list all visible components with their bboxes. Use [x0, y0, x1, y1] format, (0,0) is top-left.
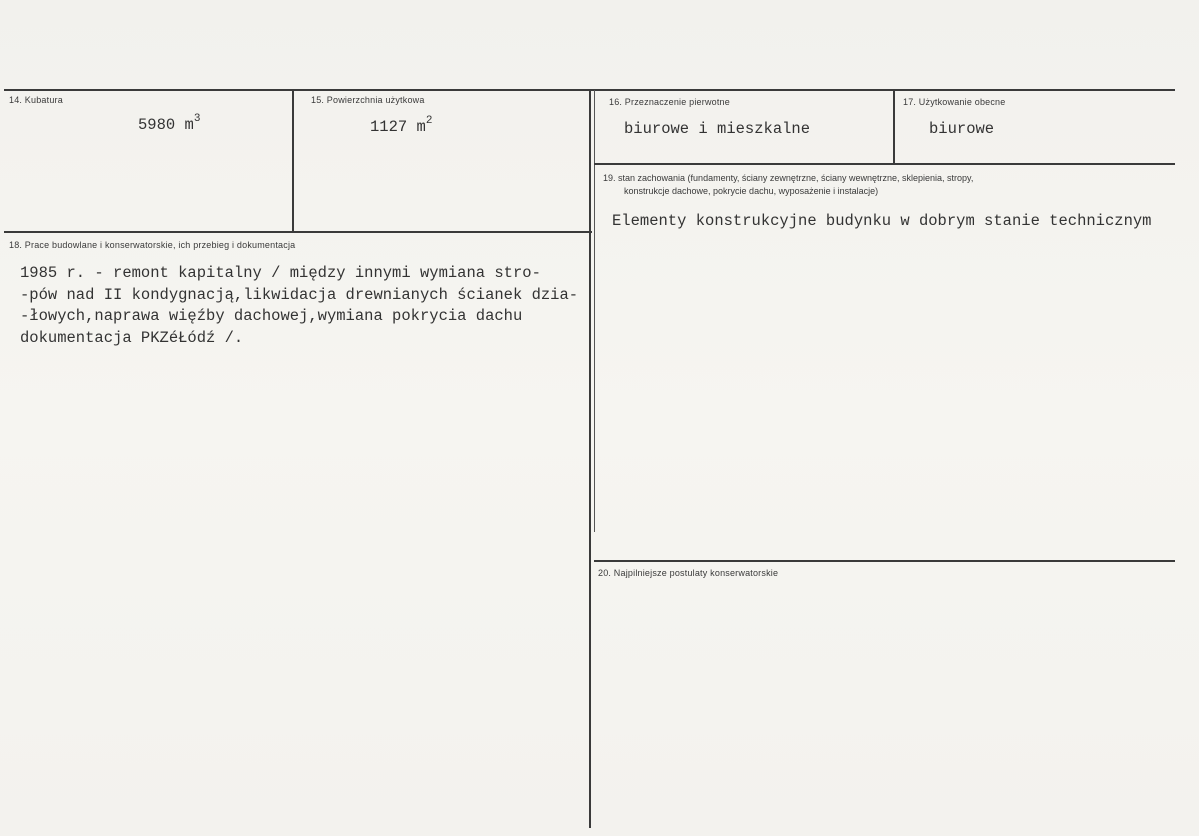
prace-line: -łowych,naprawa więźby dachowej,wymiana pokrycia dachu — [20, 307, 523, 325]
prace-line: 1985 r. - remont kapitalny / między innymi wymiana stro- — [20, 264, 541, 282]
przeznaczenie-value: biurowe i mieszkalne — [624, 120, 811, 138]
stan-label-line: konstrukcje dachowe, pokrycie dachu, wyposażenie i instalacje) — [624, 186, 879, 196]
divider-16-17 — [893, 90, 895, 164]
uzytkowanie-value: biurowe — [929, 120, 995, 138]
rule-above-20 — [594, 560, 1175, 562]
rule-under-16-17 — [594, 163, 1175, 165]
stan-value-wrap — [612, 212, 1199, 230]
postulaty-label: 20. Najpilniejsze postulaty konserwatorskie — [598, 568, 779, 578]
stan-label — [603, 172, 973, 198]
prace-label: 18. Prace budowlane i konserwatorskie, ich przebieg i dokumentacja — [9, 240, 296, 250]
stan-label-line: 19. stan zachowania (fundamenty, ściany zewnętrzne, ściany wewnętrzne, sklepienia, stropy, — [603, 173, 974, 183]
left-divider-16 — [594, 90, 595, 532]
uzytkowanie-label: 17. Użytkowanie obecne — [903, 97, 1006, 107]
kubatura-label: 14. Kubatura — [9, 95, 63, 105]
kubatura-value: 5980 $m^3$ — [138, 113, 201, 134]
stan-value: Elementy konstrukcyjne budynku w dobrym stanie technicznym — [612, 212, 1152, 230]
divider-14-15 — [292, 90, 294, 232]
prace-value — [20, 263, 578, 349]
przeznaczenie-label: 16. Przeznaczenie pierwotne — [609, 97, 730, 107]
powierzchnia-value: 1127 $m^2$ — [370, 115, 433, 136]
center-divider — [589, 90, 591, 828]
rule-under-14-15 — [4, 231, 592, 233]
prace-line: dokumentacja PKZéŁódź /. — [20, 328, 244, 347]
powierzchnia-label: 15. Powierzchnia użytkowa — [311, 95, 425, 105]
prace-line: -pów nad II kondygnacją,likwidacja drewnianych ścianek dzia- — [20, 285, 579, 304]
